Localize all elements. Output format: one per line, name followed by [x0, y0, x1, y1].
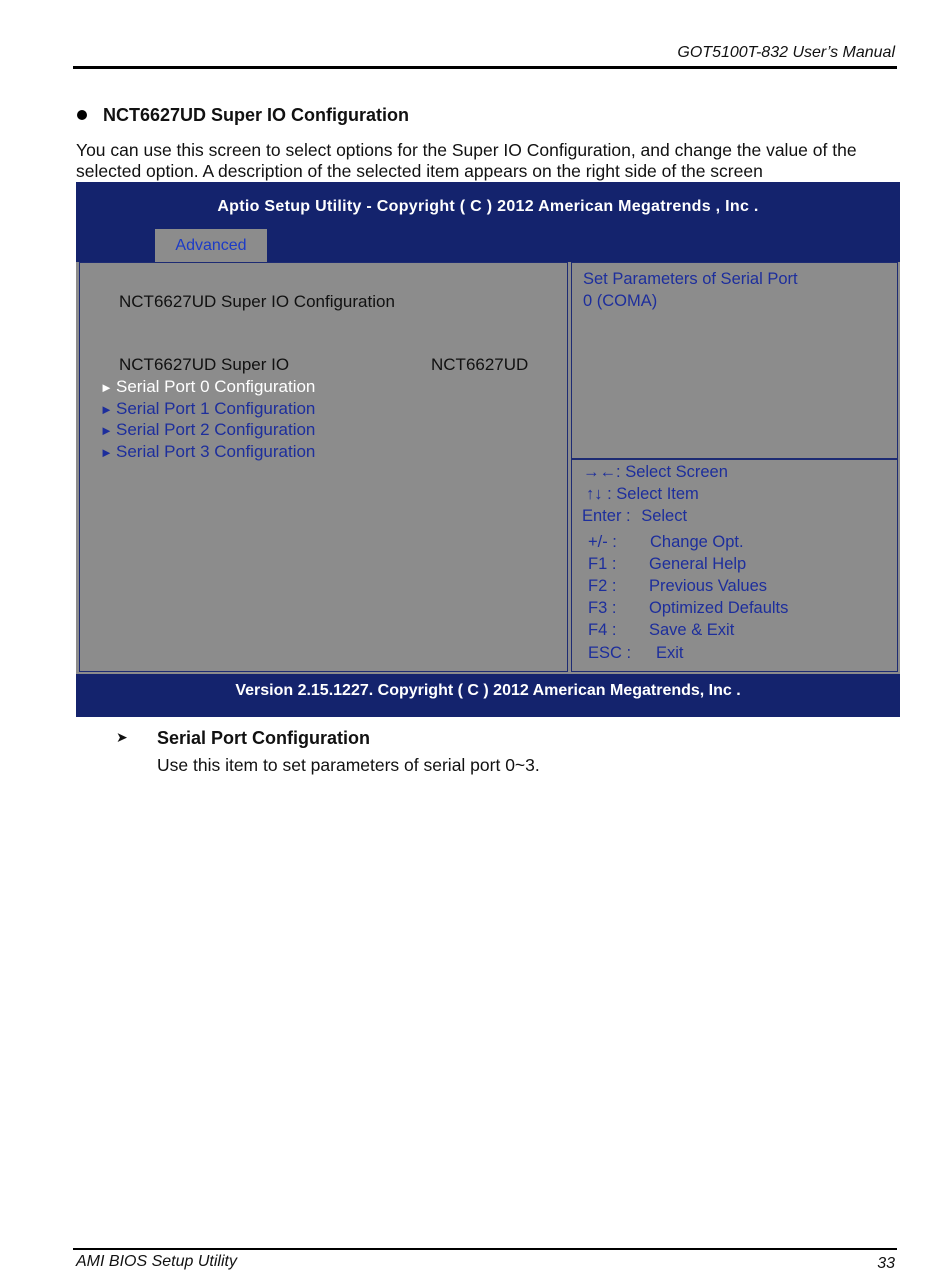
menu-item-serial-port-1[interactable] [100, 399, 315, 419]
key-f3 [588, 599, 788, 618]
key-desc: Optimized Defaults [649, 599, 789, 617]
bios-version: Version 2.15.1227. Copyright ( C ) 2012 American Megatrends, Inc . [235, 682, 741, 699]
key-desc: Save & Exit [649, 621, 735, 639]
arrow-bullet-icon: ➤ [116, 729, 128, 745]
key-desc: Select Screen [625, 463, 728, 481]
menu-item-serial-port-3[interactable] [100, 442, 315, 462]
intro-paragraph: You can use this screen to select options for the Super IO Configuration, and change the value of the selected option. A description of the selected item appears on the right side of the screen [76, 140, 857, 181]
screen-heading: NCT6627UD Super IO Configuration [119, 292, 395, 311]
subsection-text: Use this item to set parameters of serial port 0~3. [157, 755, 540, 775]
triangle-right-icon: ► [100, 402, 113, 417]
menu-item-label: Serial Port 2 Configuration [116, 420, 316, 439]
key-enter [582, 507, 687, 526]
key-esc [588, 644, 684, 663]
menu-item-label: Serial Port 1 Configuration [116, 399, 316, 418]
key-name: +/- : [588, 533, 617, 551]
triangle-right-icon: ► [100, 445, 113, 460]
key-desc: General Help [649, 555, 747, 573]
triangle-right-icon: ► [100, 423, 113, 438]
key-name: F4 : [588, 621, 617, 639]
key-select-item [586, 485, 699, 504]
key-name: ↑↓ : [586, 485, 612, 503]
menu-item-label: Serial Port 0 Configuration [116, 377, 316, 396]
chip-value: NCT6627UD [431, 355, 529, 374]
bios-screenshot [76, 182, 900, 717]
key-desc: Previous Values [649, 577, 768, 595]
subsection-heading: Serial Port Configuration [157, 728, 371, 748]
key-name: Enter : [582, 507, 631, 525]
key-desc: Change Opt. [650, 533, 744, 551]
section-heading: NCT6627UD Super IO Configuration [103, 105, 410, 125]
key-change-opt [588, 533, 744, 552]
menu-item-serial-port-2[interactable] [100, 420, 315, 440]
page-number: 33 [877, 1255, 895, 1272]
help-divider [571, 458, 898, 460]
footer-chapter: AMI BIOS Setup Utility [76, 1253, 237, 1270]
header-rule [73, 66, 897, 69]
key-name: ESC : [588, 644, 632, 662]
chip-label: NCT6627UD Super IO [119, 355, 290, 374]
key-f4 [588, 621, 734, 640]
key-f2 [588, 577, 767, 596]
menu-item-label: Serial Port 3 Configuration [116, 442, 316, 461]
key-desc: Select [641, 507, 688, 525]
bios-title: Aptio Setup Utility - Copyright ( C ) 2012 American Megatrends , Inc . [217, 198, 759, 215]
key-name: →←: [583, 463, 621, 481]
footer-rule [73, 1248, 897, 1250]
key-name: F2 : [588, 577, 617, 595]
key-name: F1 : [588, 555, 617, 573]
bios-main-pane [79, 262, 568, 672]
bullet-icon [77, 110, 87, 120]
menu-item-serial-port-0[interactable] [100, 377, 315, 397]
tab-advanced[interactable]: Advanced [155, 229, 267, 262]
key-f1 [588, 555, 746, 574]
help-text-line-2: 0 (COMA) [583, 292, 658, 310]
key-desc: Select Item [616, 485, 699, 503]
key-select-screen [583, 463, 728, 482]
key-name: F3 : [588, 599, 617, 617]
manual-title: GOT5100T-832 User’s Manual [677, 44, 895, 61]
help-text-line-1: Set Parameters of Serial Port [583, 270, 798, 288]
key-desc: Exit [656, 644, 684, 662]
triangle-right-icon: ► [100, 380, 113, 395]
